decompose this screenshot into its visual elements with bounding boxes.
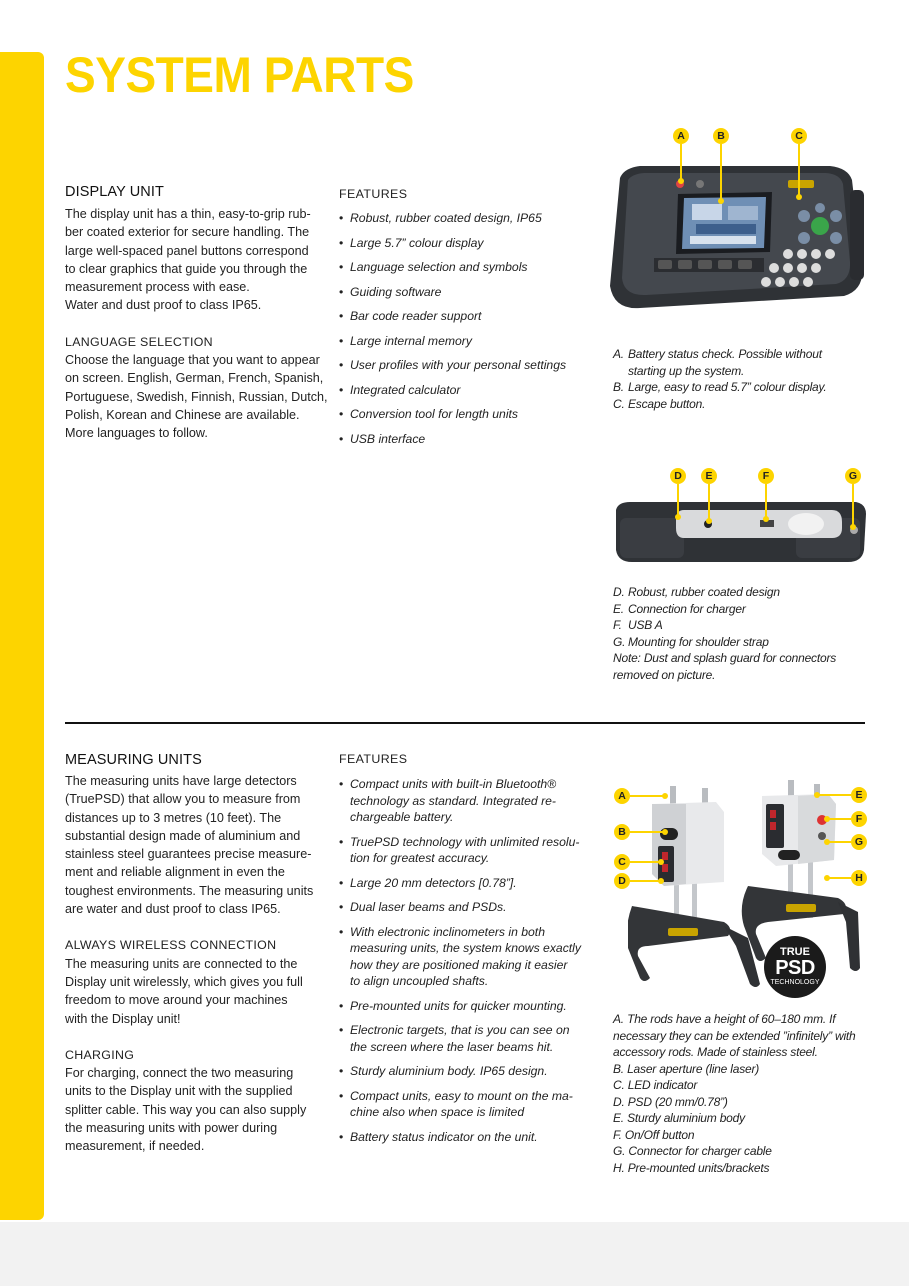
text-line: measurement process with ease. bbox=[65, 280, 250, 295]
text-line: the measuring units with power during bbox=[65, 1121, 278, 1136]
text-line: Portuguese, Swedish, Finnish, Russian, Dutch, bbox=[65, 389, 328, 404]
text-line: Display unit wirelessly, which gives you full bbox=[65, 974, 303, 989]
feature-item bbox=[339, 776, 601, 826]
leader-dot bbox=[824, 839, 830, 845]
feature-line: measuring units, the system knows exactly bbox=[350, 941, 581, 955]
badge-bottom-text: TECHNOLOGY bbox=[770, 979, 820, 986]
text-line: splitter cable. This way you can also supply bbox=[65, 1102, 307, 1117]
leader-line bbox=[708, 484, 710, 520]
text-line: Choose the language that you want to appear bbox=[65, 353, 320, 368]
leader-dot bbox=[718, 198, 724, 204]
text-line: with the Display unit! bbox=[65, 1011, 181, 1026]
leader-dot bbox=[658, 859, 664, 865]
callout-b: B bbox=[713, 128, 729, 144]
text-line: ment and reliable alignment in even the bbox=[65, 865, 285, 880]
caption-text: starting up the system. bbox=[628, 363, 745, 378]
callout-f: F bbox=[851, 811, 867, 827]
callout-d: D bbox=[670, 468, 686, 484]
text-line: are water and dust proof to class IP65. bbox=[65, 902, 281, 917]
feature-item bbox=[339, 875, 601, 892]
text-line: measurement, if needed. bbox=[65, 1139, 205, 1154]
text-line: The display unit has a thin, easy-to-grip rub- bbox=[65, 207, 311, 221]
callout-g: G bbox=[851, 834, 867, 850]
feature-line: chine also when space is limited bbox=[350, 1105, 525, 1119]
measuring-features-heading: FEATURES bbox=[339, 752, 408, 766]
caption-text: F. On/Off button bbox=[613, 1127, 695, 1142]
feature-line: • Sturdy aluminium body. IP65 design. bbox=[350, 1064, 548, 1078]
leader-dot bbox=[814, 792, 820, 798]
callout-g: G bbox=[845, 468, 861, 484]
feature-item: • Language selection and symbols bbox=[339, 260, 599, 285]
measuring-features-list bbox=[339, 776, 601, 1145]
feature-item: • Integrated calculator bbox=[339, 383, 599, 408]
feature-line: chargeable battery. bbox=[350, 810, 454, 824]
leader-dot bbox=[850, 524, 856, 530]
caption-letter: E. bbox=[613, 601, 624, 616]
feature-item bbox=[339, 998, 601, 1015]
language-selection-heading: LANGUAGE SELECTION bbox=[65, 334, 213, 349]
text-line: Water and dust proof to class IP65. bbox=[65, 298, 262, 313]
caption-text: E. Sturdy aluminium body bbox=[613, 1111, 745, 1125]
text-line: (TruePSD) that allow you to measure from bbox=[65, 792, 301, 807]
leader-dot bbox=[824, 875, 830, 881]
feature-item bbox=[339, 924, 601, 990]
caption-letter: G. bbox=[613, 634, 626, 649]
text-line: The measuring units are connected to the bbox=[65, 956, 298, 971]
leader-line bbox=[818, 794, 851, 796]
caption-note: removed on picture. bbox=[613, 667, 716, 682]
caption-text: D. PSD (20 mm/0.78”) bbox=[613, 1094, 728, 1109]
caption-text: Large, easy to read 5.7” colour display. bbox=[628, 380, 827, 394]
caption-letter: C. bbox=[613, 396, 625, 411]
callout-d: D bbox=[614, 873, 630, 889]
leader-line bbox=[630, 880, 660, 882]
feature-item: • Robust, rubber coated design, IP65 bbox=[339, 211, 599, 236]
true-psd-badge bbox=[764, 936, 826, 998]
leader-line bbox=[828, 877, 851, 879]
caption-text: Robust, rubber coated design bbox=[628, 585, 780, 599]
wireless-heading: ALWAYS WIRELESS CONNECTION bbox=[65, 938, 277, 953]
leader-line bbox=[720, 144, 722, 200]
feature-item bbox=[339, 1129, 601, 1146]
caption-letter: F. bbox=[613, 618, 622, 632]
display-unit-front-illustration bbox=[600, 150, 870, 330]
yellow-side-bar bbox=[0, 52, 44, 1220]
feature-line: • TruePSD technology with unlimited resolu- bbox=[350, 834, 580, 849]
text-line: on screen. English, German, French, Spanish, bbox=[65, 371, 324, 386]
charging-heading: CHARGING bbox=[65, 1047, 135, 1062]
text-line: More languages to follow. bbox=[65, 426, 208, 441]
callout-b: B bbox=[614, 824, 630, 840]
leader-line bbox=[680, 144, 682, 180]
caption-text: necessary they can be extended ”infinitely” with bbox=[613, 1028, 856, 1043]
feature-line: • Pre-mounted units for quicker mounting. bbox=[350, 998, 567, 1013]
caption-text: Connection for charger bbox=[628, 601, 746, 616]
feature-line: • Compact units, easy to mount on the ma- bbox=[350, 1088, 573, 1103]
measuring-units-heading: MEASURING UNITS bbox=[65, 752, 202, 768]
callout-c: C bbox=[791, 128, 807, 144]
leader-dot bbox=[678, 178, 684, 184]
feature-line: • Battery status indicator on the unit. bbox=[350, 1129, 538, 1144]
feature-item: • USB interface bbox=[339, 432, 599, 457]
feature-line: • Compact units with built-in Bluetooth® bbox=[350, 777, 557, 791]
callout-e: E bbox=[851, 787, 867, 803]
feature-item: • Large 5.7” colour display bbox=[339, 236, 599, 261]
leader-dot bbox=[824, 816, 830, 822]
feature-line: technology as standard. Integrated re- bbox=[350, 793, 556, 808]
display-features-list bbox=[339, 211, 599, 456]
caption-text: C. LED indicator bbox=[613, 1078, 698, 1092]
feature-item: • User profiles with your personal settings bbox=[339, 358, 599, 383]
feature-line: how they are positioned making it easier bbox=[350, 957, 568, 972]
caption-letter: D. bbox=[613, 585, 625, 599]
page-title: SYSTEM PARTS bbox=[65, 47, 414, 103]
leader-line bbox=[677, 484, 679, 516]
text-line: stainless steel guarantees precise measure- bbox=[65, 847, 312, 862]
display-unit-heading: DISPLAY UNIT bbox=[65, 184, 164, 200]
caption-note: Note: Dust and splash guard for connectors bbox=[613, 651, 837, 665]
feature-line: to align uncoupled shafts. bbox=[350, 974, 489, 988]
leader-dot bbox=[658, 878, 664, 884]
display-features-heading: FEATURES bbox=[339, 187, 408, 201]
measuring-units-description bbox=[65, 772, 330, 1156]
feature-line: • Electronic targets, that is you can see on bbox=[350, 1023, 570, 1037]
caption-text: Escape button. bbox=[628, 396, 706, 411]
caption-letter: B. bbox=[613, 380, 624, 394]
text-line: to clear graphics that guide you through the bbox=[65, 261, 308, 276]
section-divider bbox=[65, 722, 865, 724]
leader-dot bbox=[662, 793, 668, 799]
leader-line bbox=[630, 831, 664, 833]
display-front-captions bbox=[613, 346, 873, 412]
text-line: substantial design made of aluminium and bbox=[65, 828, 301, 843]
text-line: The measuring units have large detectors bbox=[65, 774, 297, 788]
caption-text: Mounting for shoulder strap bbox=[628, 634, 769, 649]
leader-line bbox=[828, 818, 851, 820]
leader-line bbox=[630, 795, 664, 797]
badge-top-text: TRUE bbox=[780, 946, 810, 958]
text-line: Polish, Korean and Chinese are available. bbox=[65, 407, 300, 422]
leader-line bbox=[798, 144, 800, 196]
display-unit-description bbox=[65, 205, 330, 443]
caption-text: H. Pre-mounted units/brackets bbox=[613, 1160, 770, 1175]
feature-item bbox=[339, 1022, 601, 1055]
feature-item: • Large internal memory bbox=[339, 334, 599, 359]
text-line: freedom to move around your machines bbox=[65, 993, 288, 1008]
caption-text: G. Connector for charger cable bbox=[613, 1144, 772, 1158]
callout-h: H bbox=[851, 870, 867, 886]
display-side-captions bbox=[613, 584, 883, 683]
text-line: units to the Display unit with the supplied bbox=[65, 1084, 293, 1099]
leader-line bbox=[765, 484, 767, 518]
caption-text: Battery status check. Possible without bbox=[628, 347, 822, 361]
leader-line bbox=[630, 861, 660, 863]
callout-e: E bbox=[701, 468, 717, 484]
feature-item: • Bar code reader support bbox=[339, 309, 599, 334]
feature-item: • Conversion tool for length units bbox=[339, 407, 599, 432]
badge-main-text: PSD bbox=[775, 957, 815, 979]
text-line: large well-spaced panel buttons correspond bbox=[65, 243, 309, 258]
caption-text: USB A bbox=[628, 618, 663, 632]
leader-line bbox=[828, 841, 851, 843]
leader-line bbox=[852, 484, 854, 526]
caption-text: accessory rods. Made of stainless steel. bbox=[613, 1045, 818, 1059]
feature-item bbox=[339, 1063, 601, 1080]
callout-a: A bbox=[673, 128, 689, 144]
feature-item bbox=[339, 899, 601, 916]
feature-line: • Dual laser beams and PSDs. bbox=[350, 900, 507, 914]
text-line: ber coated exterior for secure handling. The bbox=[65, 225, 310, 240]
caption-text: A. The rods have a height of 60–180 mm. If bbox=[613, 1012, 836, 1026]
feature-item bbox=[339, 1088, 601, 1121]
feature-line: • Large 20 mm detectors [0.78”]. bbox=[350, 875, 517, 890]
text-line: For charging, connect the two measuring bbox=[65, 1066, 294, 1081]
leader-dot bbox=[662, 829, 668, 835]
leader-dot bbox=[675, 514, 681, 520]
feature-line: • With electronic inclinometers in both bbox=[350, 924, 545, 939]
feature-line: tion for greatest accuracy. bbox=[350, 851, 490, 865]
caption-text: B. Laser aperture (line laser) bbox=[613, 1061, 760, 1076]
caption-letter: A. bbox=[613, 347, 624, 361]
feature-line: the screen where the laser beams hit. bbox=[350, 1039, 554, 1054]
text-line: toughest environments. The measuring units bbox=[65, 883, 314, 898]
feature-item: • Guiding software bbox=[339, 285, 599, 310]
leader-dot bbox=[706, 518, 712, 524]
feature-item bbox=[339, 834, 601, 867]
leader-dot bbox=[796, 194, 802, 200]
callout-a: A bbox=[614, 788, 630, 804]
display-unit-side-illustration bbox=[610, 496, 872, 570]
text-line: distances up to 3 metres (10 feet). The bbox=[65, 810, 282, 825]
leader-dot bbox=[763, 516, 769, 522]
measuring-units-captions bbox=[613, 1011, 893, 1176]
callout-f: F bbox=[758, 468, 774, 484]
callout-c: C bbox=[614, 854, 630, 870]
